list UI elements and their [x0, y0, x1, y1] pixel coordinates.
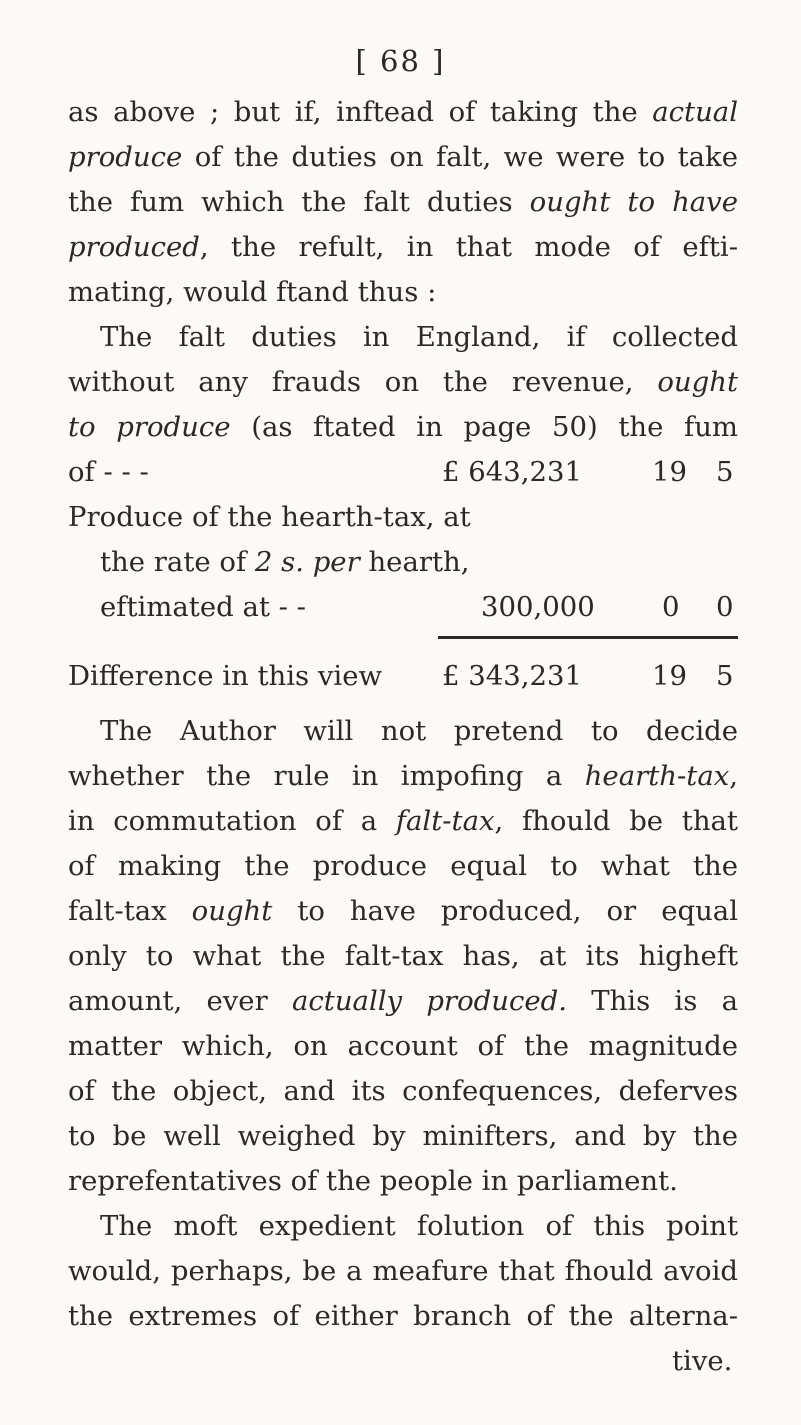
- text-line: matter which, on account of the magnitude: [68, 1030, 738, 1062]
- text-line: The moft expedient folution of this point: [100, 1210, 738, 1242]
- text-line: whether the rule in impofing a hearth-tax,: [68, 760, 738, 792]
- text-line: produced, the refult, in that mode of efti-: [68, 231, 738, 263]
- text-line: of the object, and its confequences, deferves: [68, 1075, 738, 1107]
- text-line: The falt duties in England, if collected: [100, 321, 738, 353]
- text-line: falt-tax ought to have produced, or equal: [68, 895, 738, 927]
- amount-pounds: £ 343,231: [442, 660, 582, 692]
- text-line: as above ; but if, inftead of taking the actual: [68, 96, 738, 128]
- text-line: tive.: [672, 1345, 733, 1377]
- sum-rule: [438, 636, 738, 639]
- text-line: to be well weighed by minifters, and by the: [68, 1120, 738, 1152]
- amount-shillings: 19: [652, 456, 687, 488]
- table-row-label: Produce of the hearth-tax, at: [68, 501, 471, 533]
- amount-pence: 5: [716, 660, 734, 692]
- amount-pounds: £ 643,231: [442, 456, 582, 488]
- text-line: reprefentatives of the people in parliament.: [68, 1165, 678, 1197]
- amount-pence: 0: [716, 591, 734, 623]
- text-line: the extremes of either branch of the alterna-: [68, 1300, 738, 1332]
- amount-shillings: 0: [662, 591, 680, 623]
- table-row-label: Difference in this view: [68, 660, 383, 692]
- text-line: without any frauds on the revenue, ought: [68, 366, 738, 398]
- table-row-label: of - - -: [68, 456, 149, 488]
- text-line: to produce (as ftated in page 50) the fum: [68, 411, 738, 443]
- page-number-header: [ 68 ]: [355, 44, 446, 78]
- table-row-label: the rate of 2 s. per hearth,: [100, 546, 470, 578]
- amount-pounds: 300,000: [481, 591, 595, 623]
- text-line: only to what the falt-tax has, at its higheft: [68, 940, 738, 972]
- text-line: in commutation of a falt-tax, fhould be that: [68, 805, 738, 837]
- text-line: mating, would ftand thus :: [68, 276, 437, 308]
- amount-shillings: 19: [652, 660, 687, 692]
- table-row-label: eftimated at - -: [100, 591, 306, 623]
- text-line: would, perhaps, be a meafure that fhould avoid: [68, 1255, 738, 1287]
- text-line: amount, ever actually produced. This is a: [68, 985, 738, 1017]
- text-line: of making the produce equal to what the: [68, 850, 738, 882]
- text-line: The Author will not pretend to decide: [100, 715, 738, 747]
- amount-pence: 5: [716, 456, 734, 488]
- text-line: produce of the duties on falt, we were to take: [68, 141, 738, 173]
- text-line: the fum which the falt duties ought to have: [68, 186, 738, 218]
